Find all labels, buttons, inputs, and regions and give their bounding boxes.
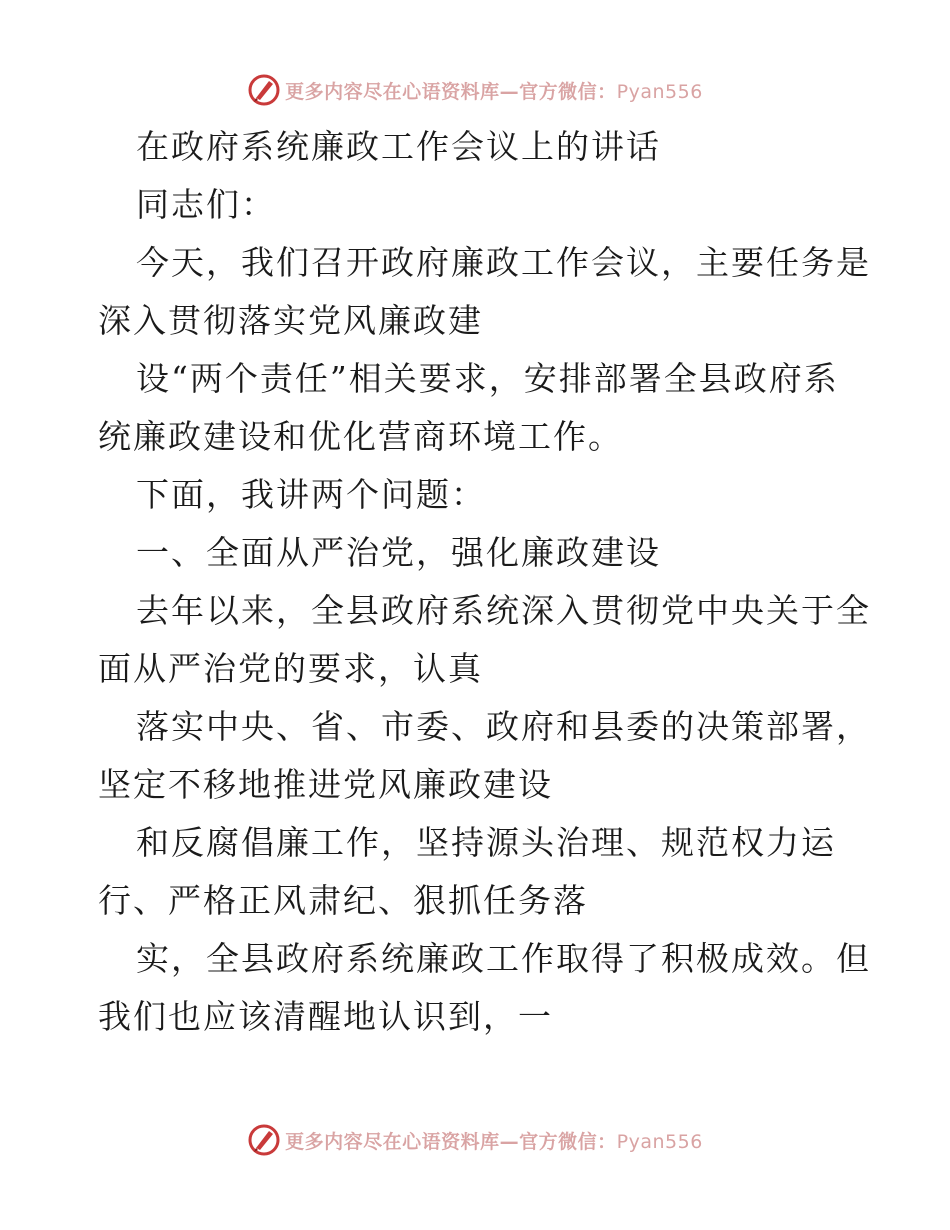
footer-watermark-banner bbox=[0, 1120, 950, 1160]
document-line: 设“两个责任”相关要求，安排部署全县政府系 bbox=[136, 359, 839, 398]
document-line: 去年以来，全县政府系统深入贯彻党中央关于全 bbox=[136, 591, 871, 630]
watermark-text: 更多内容尽在心语资料库—官方微信：Pyan556 bbox=[285, 1130, 703, 1153]
watermark-account: Pyan556 bbox=[616, 1130, 703, 1153]
watermark-account: Pyan556 bbox=[616, 80, 703, 103]
document-line: 坚定不移地推进党风廉政建设 bbox=[98, 765, 553, 804]
document-line: 实，全县政府系统廉政工作取得了积极成效。但 bbox=[136, 939, 871, 978]
document-line: 深入贯彻落实党风廉政建 bbox=[98, 301, 483, 340]
document-line: 统廉政建设和优化营商环境工作。 bbox=[98, 417, 623, 456]
document-line: 下面，我讲两个问题： bbox=[136, 475, 486, 514]
document-line: 面从严治党的要求，认真 bbox=[98, 649, 483, 688]
document-line: 和反腐倡廉工作，坚持源头治理、规范权力运 bbox=[136, 823, 836, 862]
watermark-text: 更多内容尽在心语资料库—官方微信：Pyan556 bbox=[285, 80, 703, 103]
quill-logo-icon bbox=[247, 1123, 281, 1157]
header-watermark-banner bbox=[0, 70, 950, 110]
document-line: 同志们： bbox=[136, 185, 276, 224]
document-line: 我们也应该清醒地认识到，一 bbox=[98, 997, 553, 1036]
document-line: 落实中央、省、市委、政府和县委的决策部署， bbox=[136, 707, 871, 746]
document-line: 行、严格正风肃纪、狠抓任务落 bbox=[98, 881, 588, 920]
document-line: 一、全面从严治党，强化廉政建设 bbox=[136, 533, 661, 572]
quill-logo-icon bbox=[247, 73, 281, 107]
document-line: 在政府系统廉政工作会议上的讲话 bbox=[136, 127, 661, 166]
document-body bbox=[98, 118, 871, 1046]
document-line: 今天，我们召开政府廉政工作会议，主要任务是 bbox=[136, 243, 871, 282]
